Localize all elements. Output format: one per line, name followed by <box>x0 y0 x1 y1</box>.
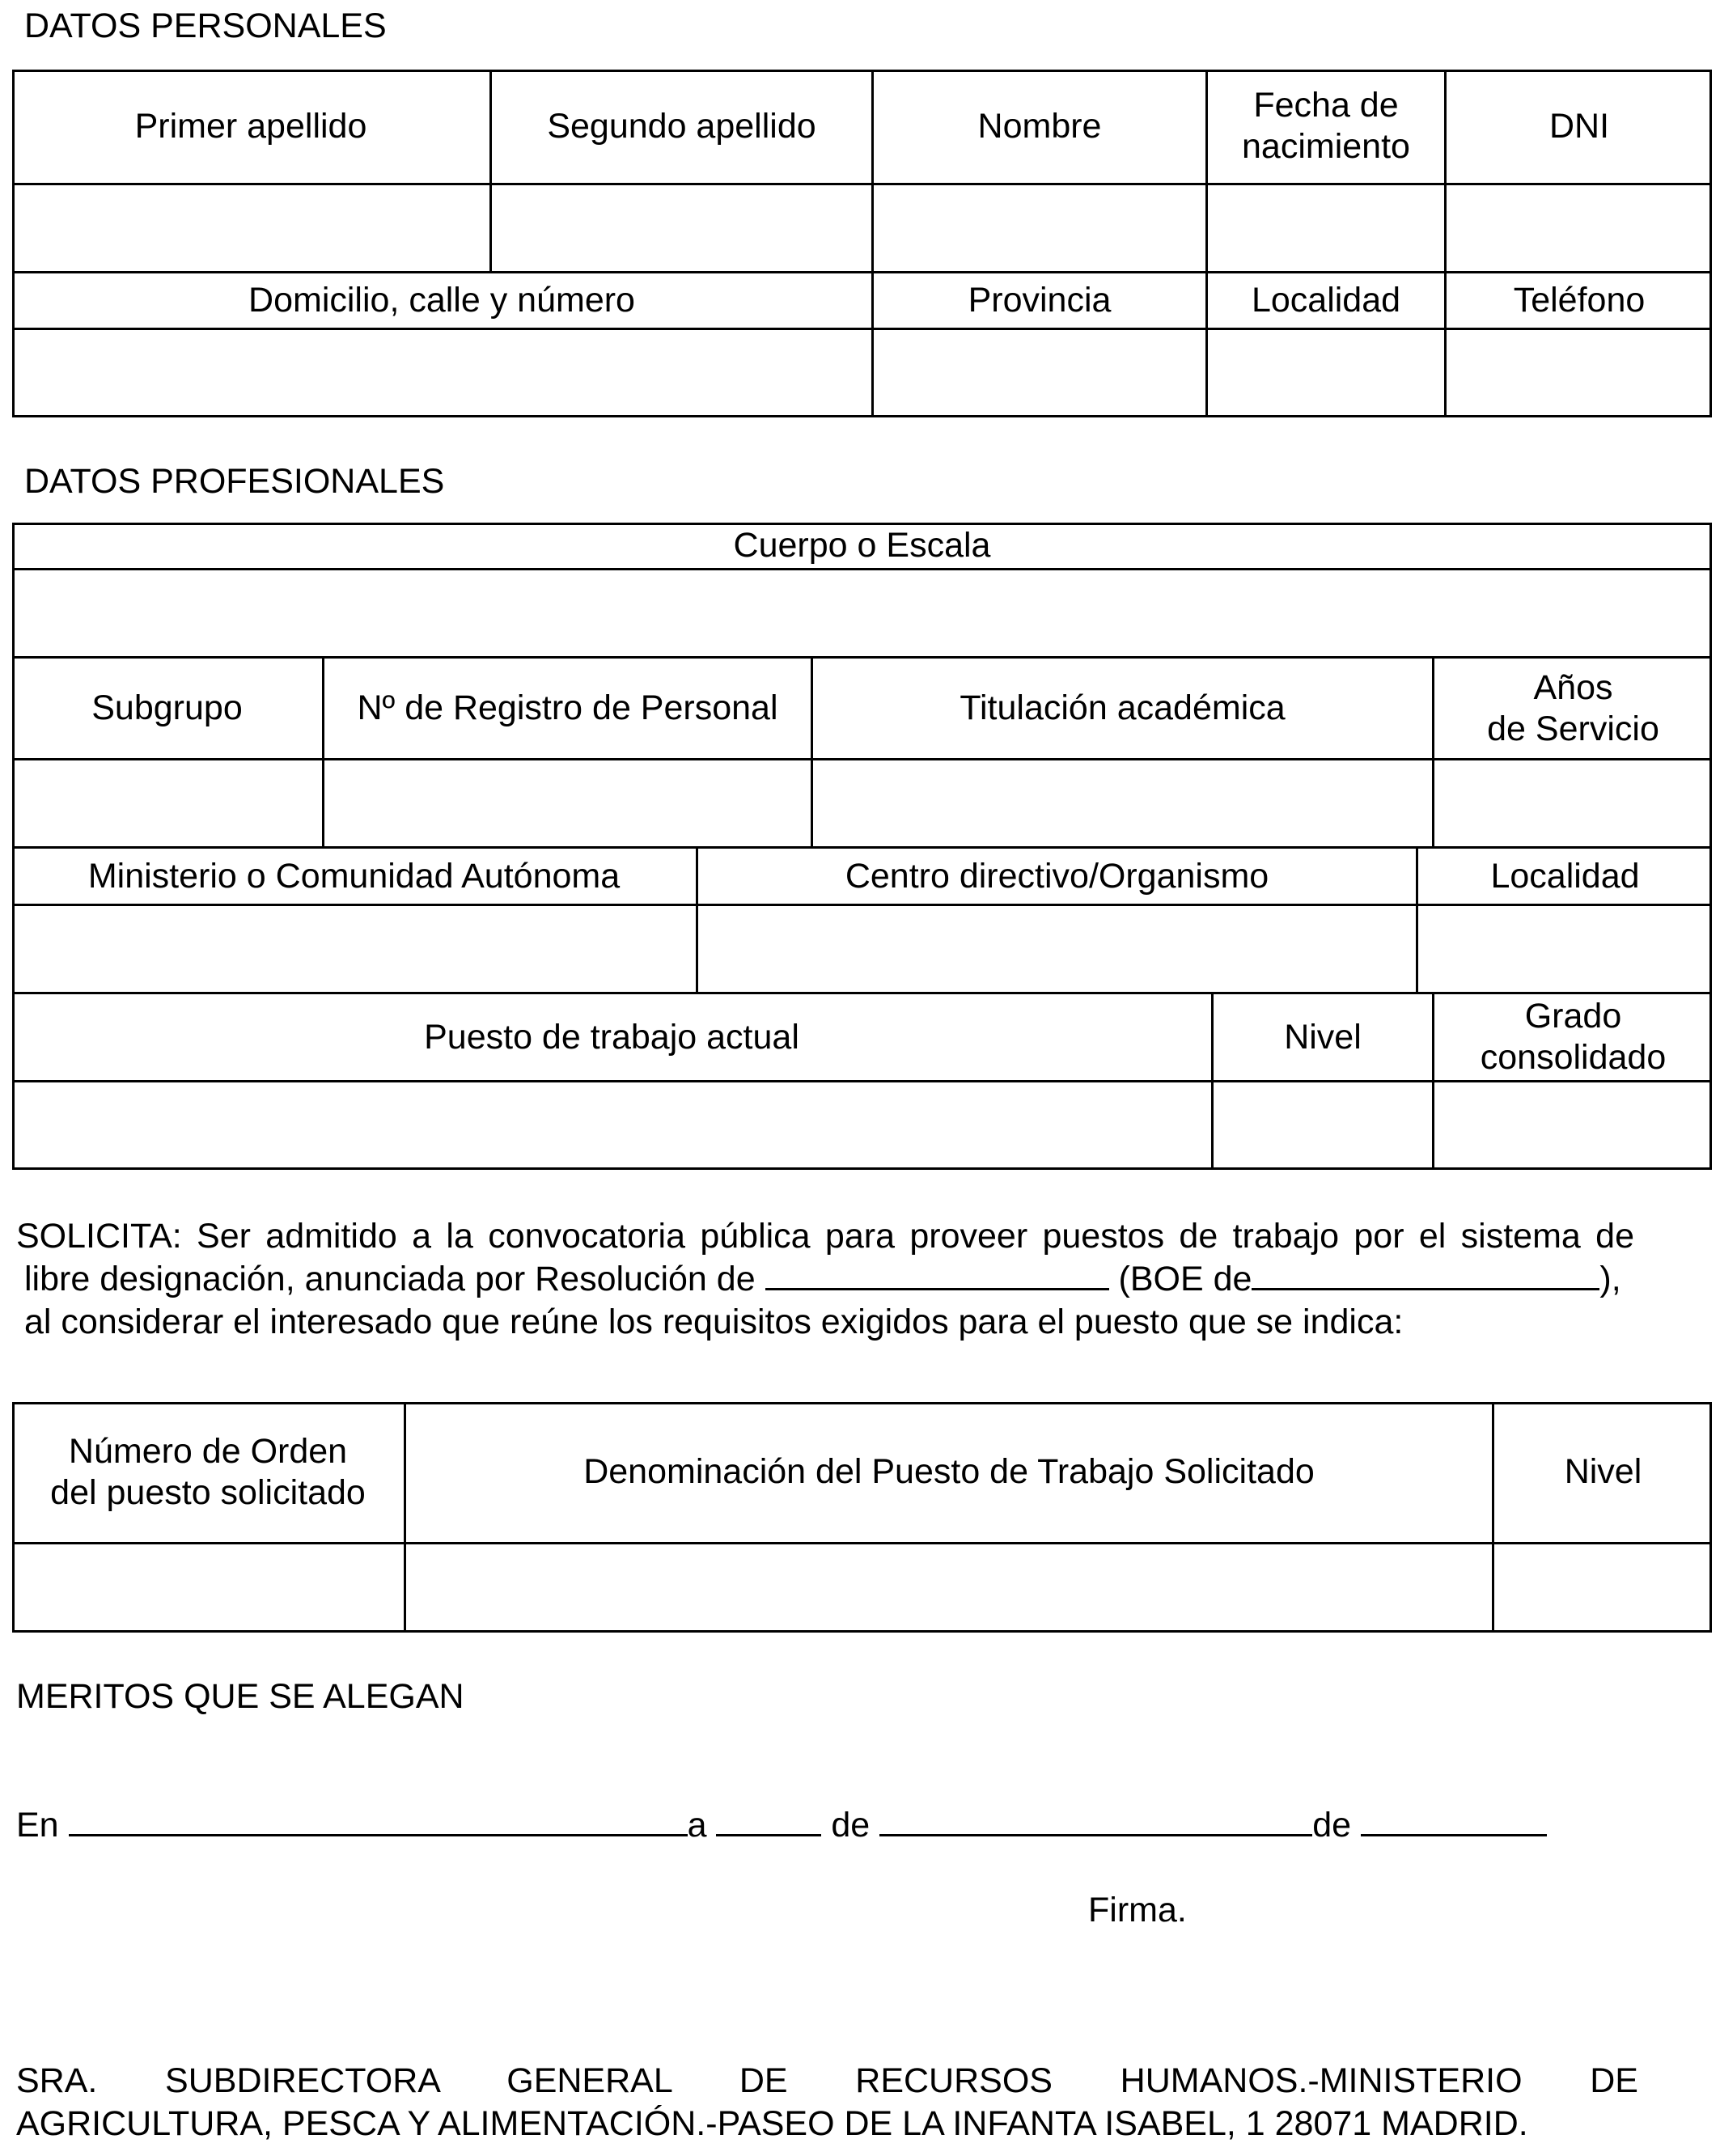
merits-title: MERITOS QUE SE ALEGAN <box>16 1677 464 1716</box>
label-en: En <box>16 1806 59 1845</box>
request-line-1 <box>16 1215 1634 1257</box>
field-ministerio[interactable] <box>15 906 696 992</box>
field-puesto-actual[interactable] <box>15 1082 1211 1167</box>
field-subgrupo[interactable] <box>15 760 322 846</box>
header-titulacion: Titulación académica <box>960 688 1286 727</box>
place-blank[interactable] <box>69 1807 688 1836</box>
request-line-3: al considerar el interesado que reúne los requisitos exigidos para el puesto que se indica: <box>24 1302 1404 1341</box>
field-nombre[interactable] <box>874 185 1205 271</box>
personal-data-title: DATOS PERSONALES <box>24 6 387 45</box>
header-centro-directivo: Centro directivo/Organismo <box>845 856 1269 896</box>
field-telefono[interactable] <box>1447 330 1709 415</box>
header-cuerpo-escala: Cuerpo o Escala <box>733 525 991 565</box>
month-blank[interactable] <box>879 1807 1312 1836</box>
header-ministerio: Ministerio o Comunidad Autónoma <box>87 856 621 896</box>
field-fecha-nacimiento[interactable] <box>1208 185 1444 271</box>
addressee-line-1-text: SRA. SUBDIRECTORA GENERAL DE RECURSOS HUMANOS.-MINISTERIO DE <box>16 2061 1638 2100</box>
request-line-2-b: (BOE de <box>1118 1260 1252 1298</box>
header-denominacion-puesto: Denominación del Puesto de Trabajo Solicitado <box>583 1452 1315 1491</box>
field-nivel[interactable] <box>1214 1082 1432 1167</box>
signature-label: Firma. <box>1088 1891 1187 1929</box>
resolution-date-blank[interactable] <box>765 1260 1109 1290</box>
field-cuerpo-escala[interactable] <box>15 570 1709 656</box>
field-registro-personal[interactable] <box>324 760 811 846</box>
header-primer-apellido: Primer apellido <box>134 106 367 146</box>
request-line-2-a: libre designación, anunciada por Resolución de <box>24 1260 756 1298</box>
label-a: a <box>687 1806 707 1845</box>
header-provincia: Provincia <box>968 281 1112 320</box>
field-centro-directivo[interactable] <box>698 906 1416 992</box>
header-dni: DNI <box>1548 106 1610 146</box>
field-denominacion-puesto[interactable] <box>406 1544 1492 1630</box>
header-nivel: Nivel <box>1284 1017 1362 1057</box>
header-subgrupo: Subgrupo <box>91 688 243 727</box>
field-anos-servicio[interactable] <box>1434 760 1709 846</box>
boe-date-blank[interactable] <box>1252 1260 1599 1290</box>
request-line-2-c: ), <box>1599 1260 1621 1298</box>
field-numero-orden[interactable] <box>15 1544 404 1630</box>
header-fecha-nacimiento: Fecha de nacimiento <box>1242 86 1410 166</box>
addressee-line-2: AGRICULTURA, PESCA Y ALIMENTACIÓN.-PASEO DE LA INFANTA ISABEL, 1 28071 MADRID. <box>16 2104 1528 2143</box>
field-provincia[interactable] <box>874 330 1205 415</box>
header-anos-servicio: Años de Servicio <box>1487 667 1659 748</box>
field-primer-apellido[interactable] <box>15 185 489 271</box>
signature-date-line <box>16 1804 1547 1846</box>
header-registro-personal: Nº de Registro de Personal <box>357 688 778 727</box>
header-localidad: Localidad <box>1251 281 1401 320</box>
request-line-1-text: SOLICITA: Ser admitido a la convocatoria pública para proveer puestos de trabajo por el sistema de <box>16 1217 1634 1256</box>
day-blank[interactable] <box>716 1807 821 1836</box>
field-titulacion[interactable] <box>813 760 1432 846</box>
professional-data-title: DATOS PROFESIONALES <box>24 462 445 501</box>
label-de-1: de <box>831 1806 871 1845</box>
request-line-2 <box>24 1258 1621 1300</box>
header-numero-orden: Número de Orden del puesto solicitado <box>50 1431 366 1512</box>
header-grado-consolidado: Grado consolidado <box>1480 997 1667 1077</box>
label-de-2: de <box>1312 1806 1352 1845</box>
field-localidad-prof[interactable] <box>1418 906 1709 992</box>
header-puesto-actual: Puesto de trabajo actual <box>424 1017 799 1057</box>
field-grado-consolidado[interactable] <box>1434 1082 1709 1167</box>
header-domicilio: Domicilio, calle y número <box>248 281 635 320</box>
field-segundo-apellido[interactable] <box>492 185 871 271</box>
header-segundo-apellido: Segundo apellido <box>547 106 816 146</box>
header-telefono: Teléfono <box>1513 281 1646 320</box>
field-localidad[interactable] <box>1208 330 1444 415</box>
header-localidad-prof: Localidad <box>1490 856 1640 896</box>
header-nombre: Nombre <box>977 106 1102 146</box>
addressee-line-1 <box>16 2060 1638 2102</box>
field-dni[interactable] <box>1447 185 1709 271</box>
field-domicilio[interactable] <box>15 330 871 415</box>
header-nivel-solicitado: Nivel <box>1564 1452 1642 1491</box>
field-nivel-solicitado[interactable] <box>1494 1544 1709 1630</box>
year-blank[interactable] <box>1361 1807 1547 1836</box>
